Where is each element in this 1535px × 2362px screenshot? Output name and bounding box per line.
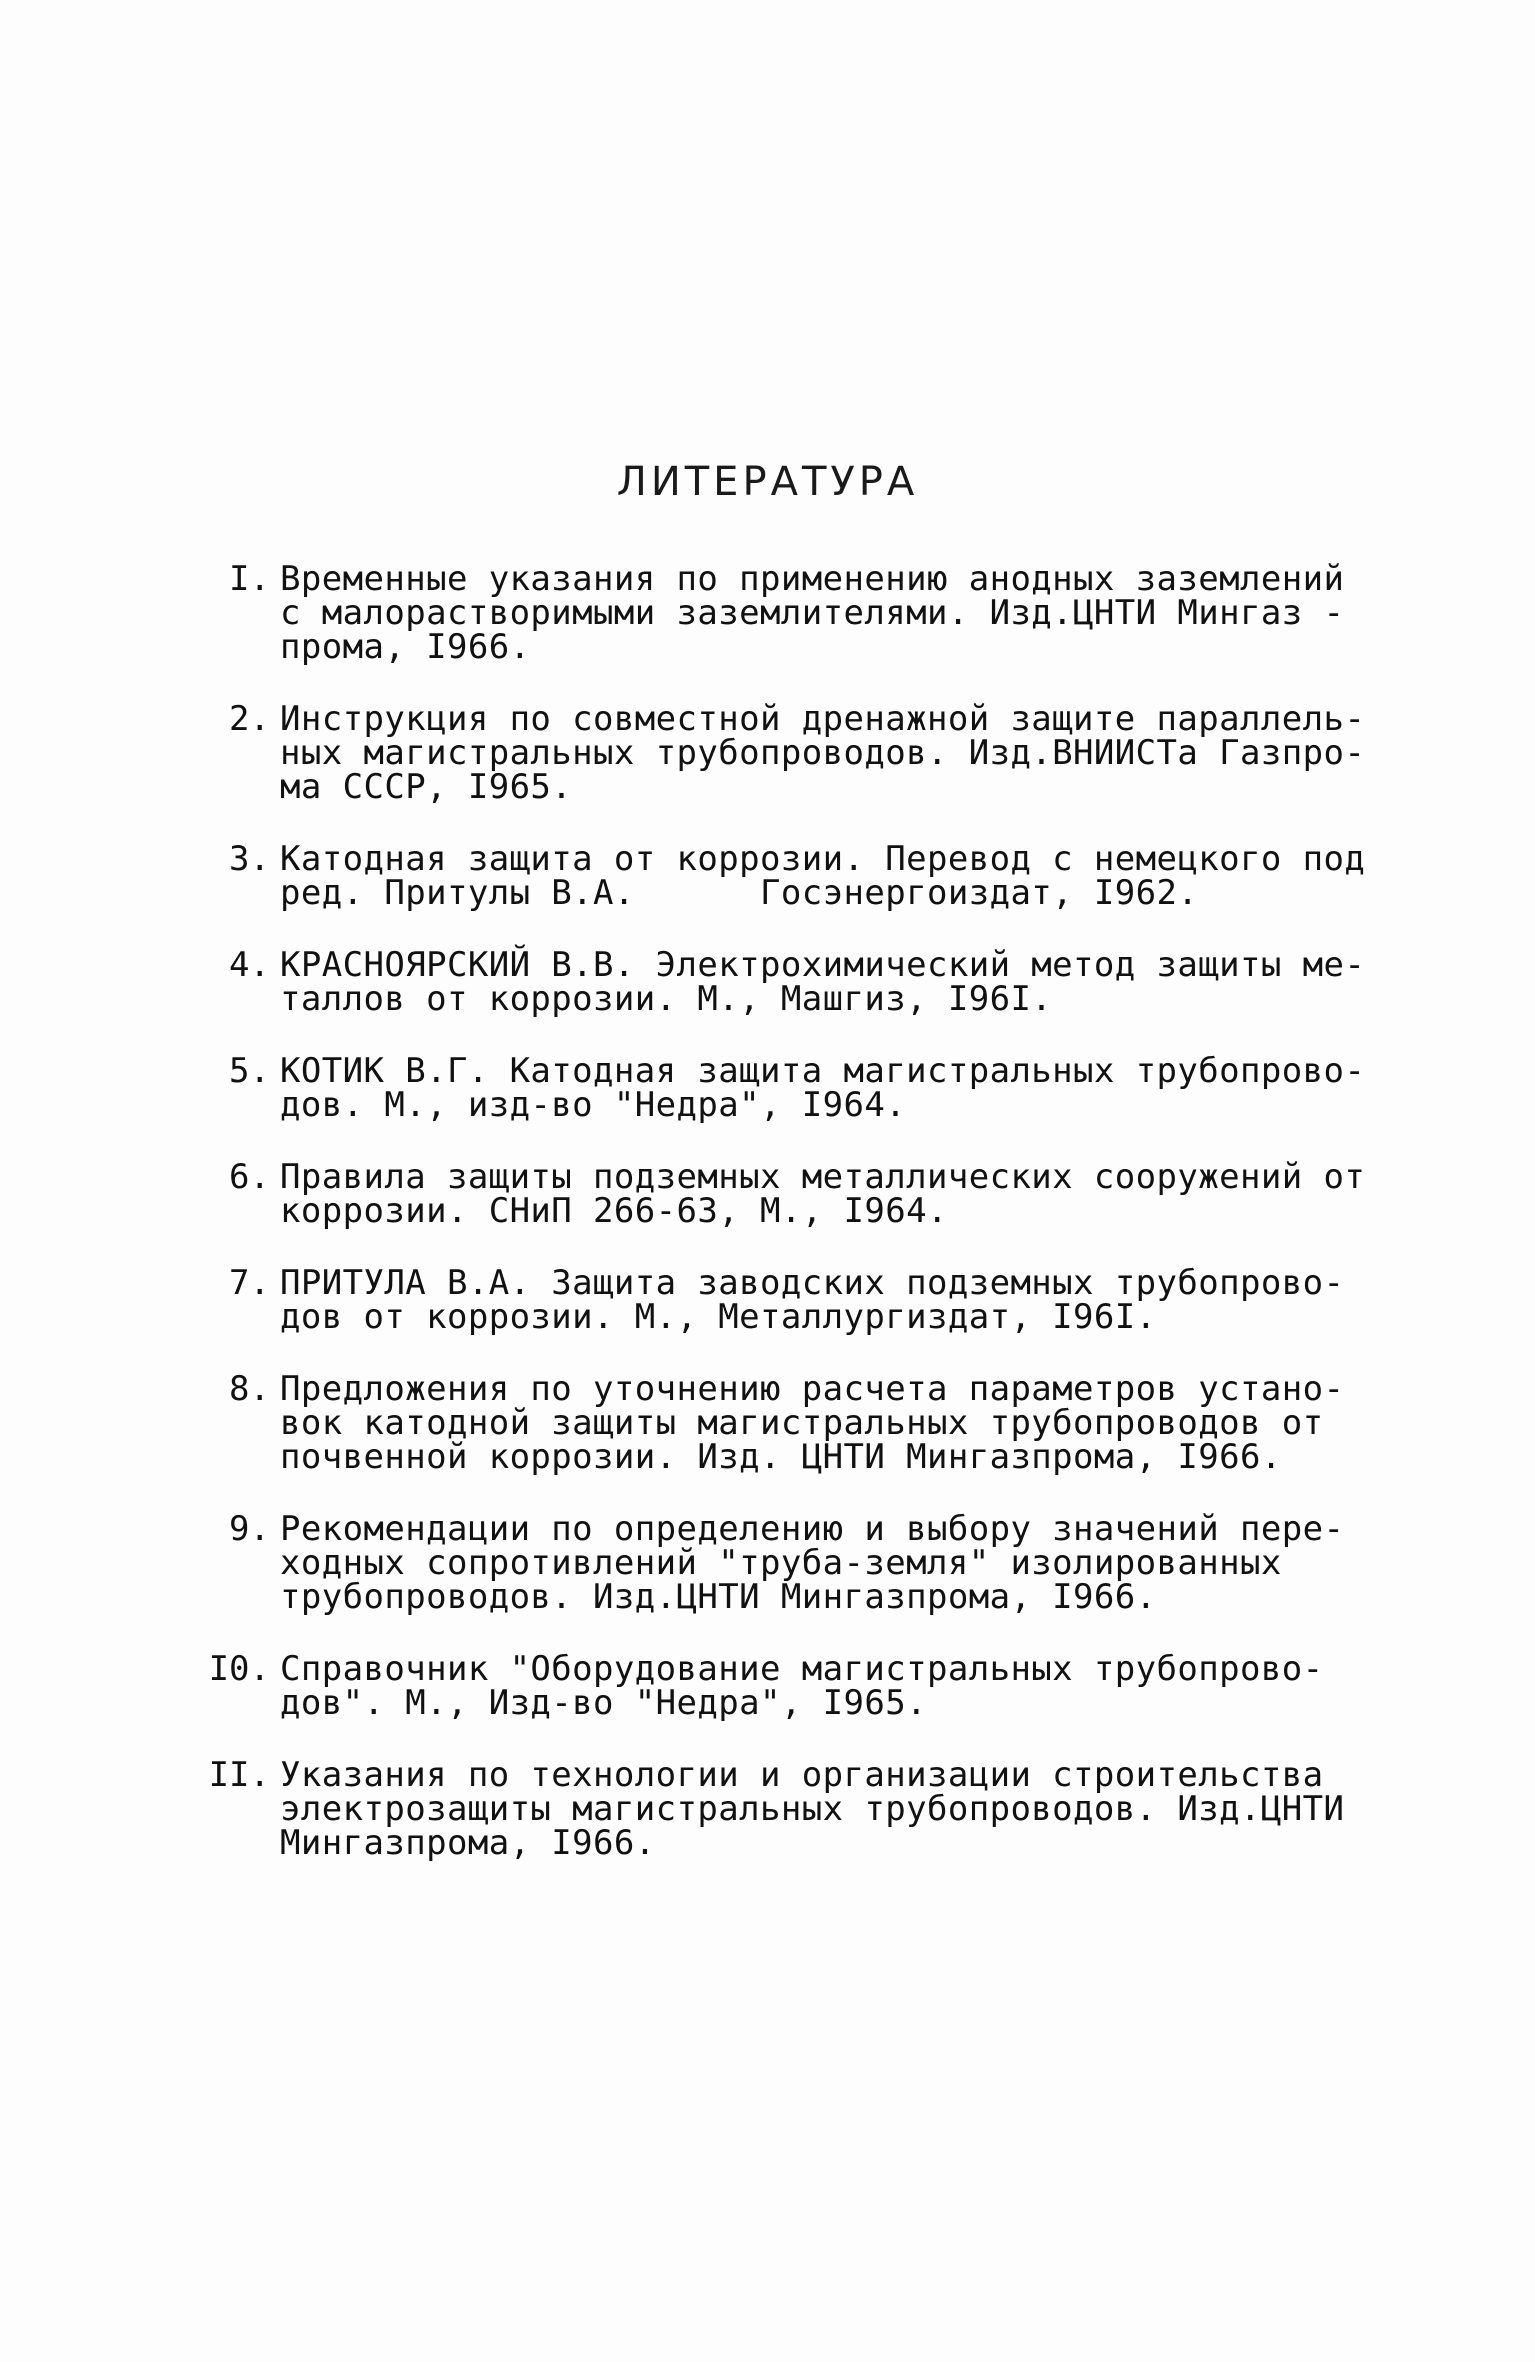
reference-item-11: [190, 1755, 1350, 1863]
reference-item-5: [190, 1051, 1366, 1125]
reference-line: почвенной коррозии. Изд. ЦНТИ Мингазпрома, I966.: [280, 1437, 1282, 1477]
reference-line: дов". М., Изд-во "Недра", I965.: [280, 1683, 927, 1723]
reference-item-7: [190, 1263, 1350, 1337]
reference-line: Мингазпрома, I966.: [280, 1823, 656, 1863]
reference-number: 4.: [229, 945, 270, 985]
reference-line: электрозащиты магистральных трубопроводов. Изд.ЦНТИ: [280, 1789, 1345, 1829]
reference-line: ма СССР, I965.: [280, 767, 573, 807]
reference-line: ходных сопротивлений "труба-земля" изолированных: [280, 1543, 1282, 1583]
reference-item-10: [190, 1649, 1350, 1723]
reference-line: вок катодной защиты магистральных трубопроводов от: [280, 1403, 1324, 1443]
reference-item-4: [190, 945, 1366, 1019]
reference-line: дов от коррозии. М., Металлургиздат, I96I.: [280, 1297, 1157, 1337]
reference-line: Правила защиты подземных металлических сооружений от: [280, 1157, 1366, 1197]
reference-number: II.: [208, 1755, 270, 1795]
reference-item-1: [190, 559, 1350, 667]
reference-line: КРАСНОЯРСКИЙ В.В. Электрохимический метод защиты ме-: [280, 945, 1366, 985]
reference-number: 6.: [229, 1157, 270, 1197]
reference-list: [190, 559, 1366, 1898]
reference-item-3: [190, 839, 1366, 913]
reference-line: с малорастворимыми заземлителями. Изд.ЦНТИ Мингаз -: [280, 593, 1345, 633]
reference-line: прома, I966.: [280, 627, 531, 667]
reference-line: ПРИТУЛА В.А. Защита заводских подземных трубопрово-: [280, 1263, 1345, 1303]
reference-line: Инструкция по совместной дренажной защите параллель-: [280, 699, 1366, 739]
reference-line: Временные указания по применению анодных заземлений: [280, 559, 1345, 599]
reference-number: I.: [229, 559, 270, 599]
reference-number: 9.: [229, 1509, 270, 1549]
reference-number: 3.: [229, 839, 270, 879]
reference-item-6: [190, 1157, 1366, 1231]
reference-line: Предложения по уточнению расчета параметров устано-: [280, 1369, 1345, 1409]
reference-line: дов. М., изд-во "Недра", I964.: [280, 1085, 907, 1125]
reference-line: ред. Притулы В.А. Госэнергоиздат, I962.: [280, 873, 1199, 913]
reference-item-2: [190, 699, 1366, 807]
reference-line: Катодная защита от коррозии. Перевод с немецкого под: [280, 839, 1366, 879]
reference-number: 5.: [229, 1051, 270, 1091]
reference-line: коррозии. СНиП 266-63, М., I964.: [280, 1191, 948, 1231]
reference-line: КОТИК В.Г. Катодная защита магистральных трубопрово-: [280, 1051, 1366, 1091]
reference-number: 2.: [229, 699, 270, 739]
reference-number: 7.: [229, 1263, 270, 1303]
reference-line: Указания по технологии и организации строительства: [280, 1755, 1324, 1795]
reference-item-8: [190, 1369, 1350, 1477]
reference-line: таллов от коррозии. М., Машгиз, I96I.: [280, 979, 1053, 1019]
reference-line: Справочник "Оборудование магистральных трубопрово-: [280, 1649, 1324, 1689]
reference-line: Рекомендации по определению и выбору значений пере-: [280, 1509, 1345, 1549]
reference-line: ных магистральных трубопроводов. Изд.ВНИИСТа Газпро-: [280, 733, 1366, 773]
reference-line: трубопроводов. Изд.ЦНТИ Мингазпрома, I966.: [280, 1577, 1157, 1617]
reference-number: I0.: [208, 1649, 270, 1689]
reference-number: 8.: [229, 1369, 270, 1409]
reference-item-9: [190, 1509, 1350, 1617]
page-title: ЛИТЕРАТУРА: [616, 459, 919, 505]
